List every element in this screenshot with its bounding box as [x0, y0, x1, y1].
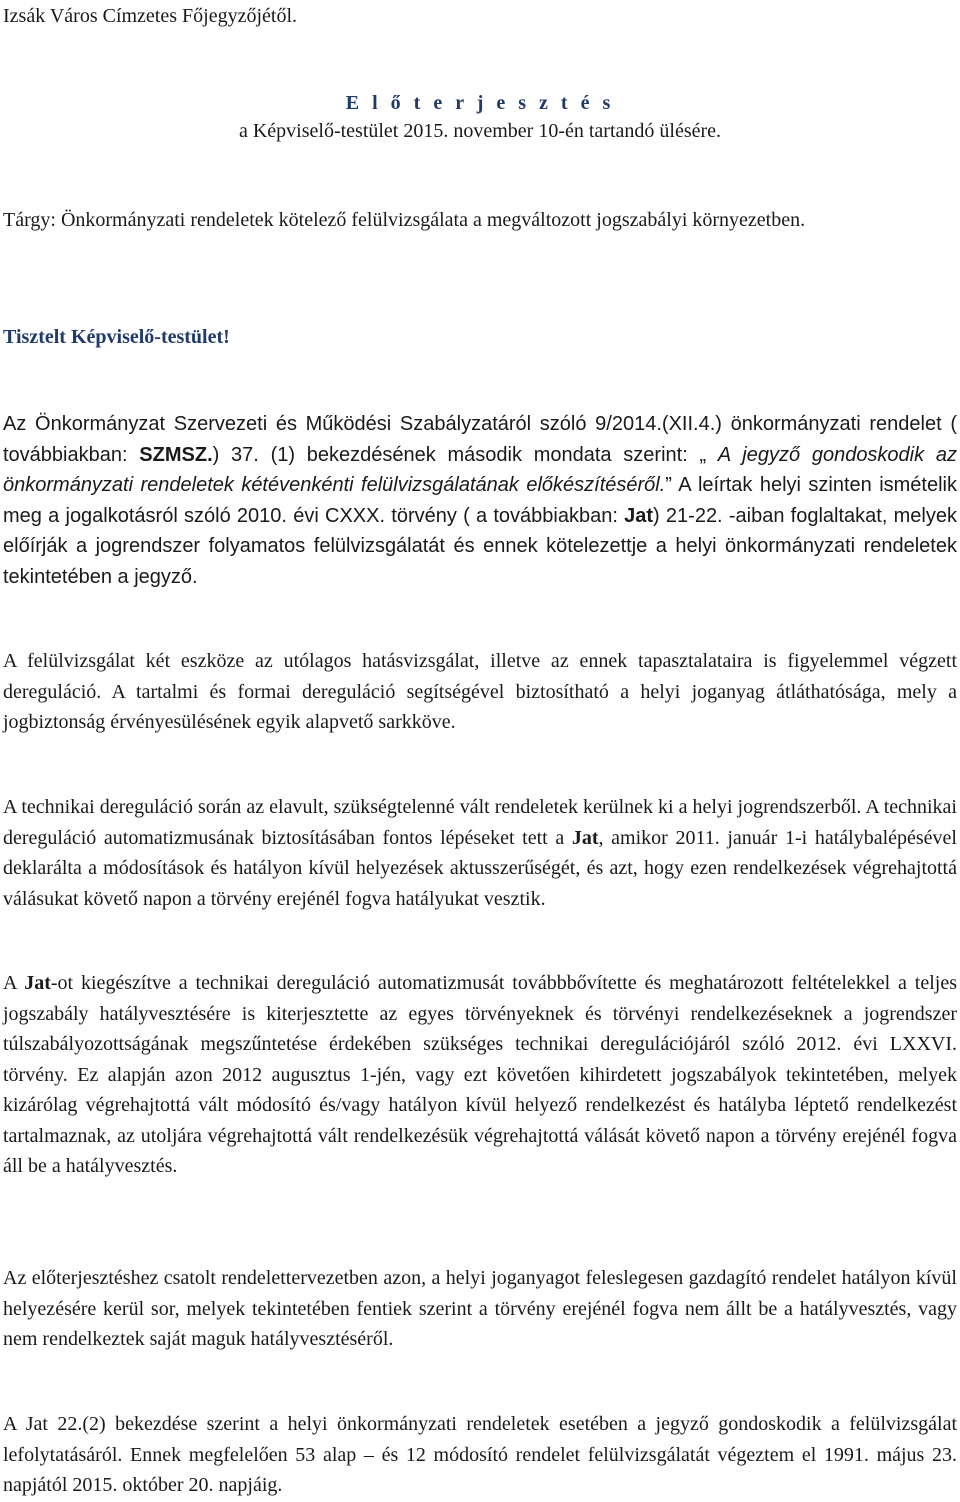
- issuer-line: Izsák Város Címzetes Főjegyzőjétől.: [3, 5, 298, 27]
- p4-abbr-jat: Jat: [24, 972, 51, 994]
- document-title: E l ő t e r j e s z t é s: [345, 92, 615, 114]
- p1-abbr-szmsz: SZMSZ.: [139, 443, 213, 466]
- paragraph-2: A felülvizsgálat két eszköze az utólagos hatásvizsgálat, illetve az ennek tapasztalataira is figyelemmel végzett dereguláció. A tartalmi és formai dereguláció segítségével biztosítható a helyi joganyag átláthatósága, mely a jogbiztonság érvényesülésének egyik alapvető sarkköve.: [3, 650, 957, 733]
- paragraph-6: A Jat 22.(2) bekezdése szerint a helyi önkormányzati rendeletek esetében a jegyző gondoskodik a felülvizsgálat lefolytatásáról. Ennek megfelelően 53 alap – és 12 módosító rendelet felülvizsgálatát végeztem el 1991. május 23. napjától 2015. október 20. napjáig.: [3, 1413, 957, 1496]
- p1-text-a: Az Önkormányzat Szervezeti és Működési Szabályzatáról szóló 9/2014.(XII.4.) önkormányzati rendelet ( továbbiakban:: [3, 413, 957, 466]
- salutation: Tisztelt Képviselő-testület!: [3, 326, 230, 348]
- paragraph-5: Az előterjesztéshez csatolt rendelettervezetben azon, a helyi joganyagot feleslegesen gazdagító rendelet hatályon kívül helyezésére kerül sor, melyek tekintetében fentiek szerint a törvény erejénél fogva nem állt be a hatályvesztés, vagy nem rendelkeztek saját maguk hatályvesztéséről.: [3, 1267, 957, 1350]
- p4-text-c: -ot kiegészítve a technikai dereguláció automatizmusát továbbbővítette és meghatározott feltételekkel a teljes jogszabály hatályvesztésére is kiterjesztette az egyes törvényeknek és törvényi rendelkezéseknek a jogrendszer túlszabályozottságának megszűntetése érdekében szükséges technikai deregulációjáról szóló 2012. évi LXXVI. törvény. Ez alapján azon 2012 augusztus 1-jén, vagy ezt követően kihirdetett jogszabályok tekintetében, melyek kizárólag végrehajtottá vált módosító és/vagy hatályon kívül helyező rendelkezést és hatályba léptető rendelkezést tartalmaznak, az utoljára végrehajtottá vált rendelkezésük végrehajtottá válását követő napon a törvény erejénél fogva áll be a hatályvesztés.: [3, 972, 957, 1177]
- paragraph-4: [3, 968, 957, 1182]
- p1-text-g: ) 21-22. -aiban foglaltakat, melyek előírják a jogrendszer folyamatos felülvizsgálatát és ennek kötelezettje a helyi önkormányzati rendeletek tekintetében a jegyző.: [3, 504, 957, 588]
- p1-text-e: ” A leírtak helyi szinten ismételik meg a jogalkotásról szóló 2010. évi CXXX. törvény ( a továbbiakban:: [3, 474, 957, 527]
- subject-line: [3, 205, 957, 236]
- p3-text-c: , amikor 2011. január 1-i hatálybalépésével deklarálta a módosítások és hatályon kívül helyezések aktusszerűségét, és azt, hogy ezen rendelkezések végrehajtottá válásukat követő napon a törvény erejénél fogva hatályukat vesztik.: [3, 826, 957, 910]
- paragraph-3: [3, 792, 957, 914]
- p1-abbr-jat: Jat: [624, 504, 654, 527]
- subject-text: Önkormányzati rendeletek kötelező felülvizsgálata a megváltozott jogszabályi környezetben.: [55, 209, 806, 231]
- p1-quote: A jegyző gondoskodik az önkormányzati rendeletek kétévenkénti felülvizsgálatának előkészítéséről.: [3, 443, 957, 496]
- document-subtitle: a Képviselő-testület 2015. november 10-én tartandó ülésére.: [238, 120, 722, 142]
- p1-text-c: ) 37. (1) bekezdésének második mondata szerint: „: [212, 443, 718, 466]
- paragraph-1: [3, 409, 957, 592]
- p3-abbr-jat: Jat: [571, 826, 599, 849]
- p3-text-a: A technikai dereguláció során az elavult, szükségtelenné vált rendeletek kerülnek ki a helyi jogrendszerből. A technikai dereguláció automatizmusának biztosításában fontos lépéseket tett a: [3, 796, 957, 849]
- subject-label: Tárgy:: [3, 209, 56, 231]
- p4-text-a: A: [3, 972, 25, 994]
